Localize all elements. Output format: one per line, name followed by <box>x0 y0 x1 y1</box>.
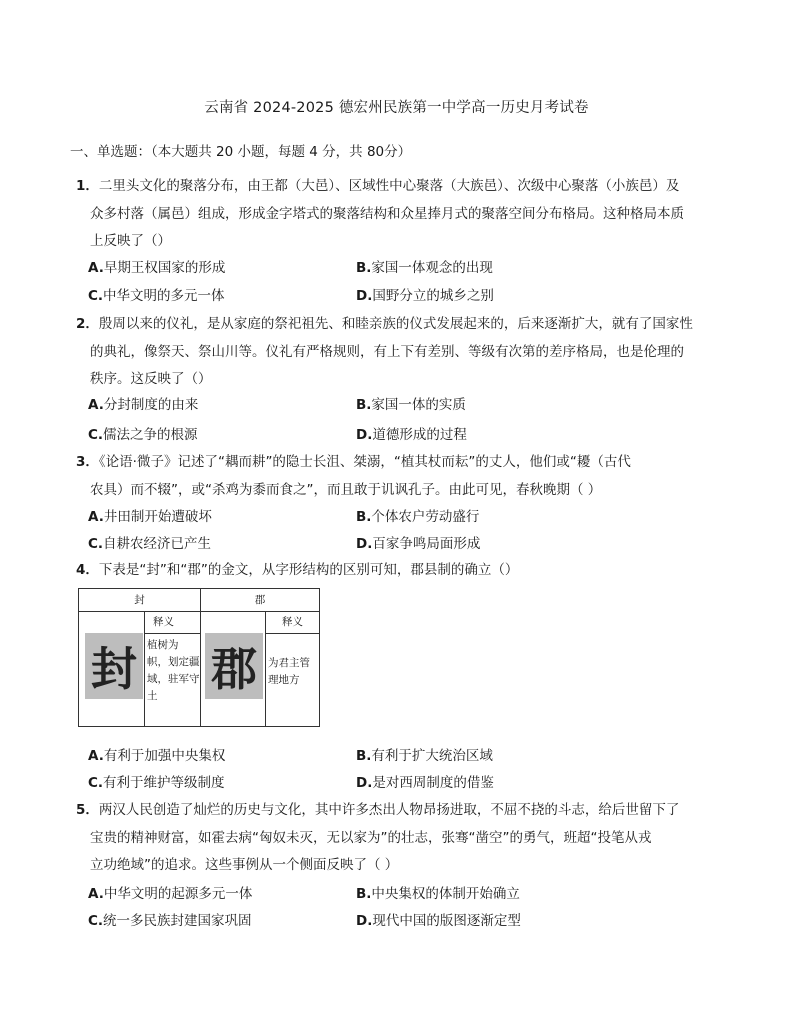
question-text-line: 下表是“封”和“郡”的金文，从字形结构的区别可知，郡县制的确立（） <box>98 562 519 578</box>
option-d[interactable]: D.百家争鸣局面形成 <box>356 536 481 552</box>
table-meaning-jun: 为君主管 理地方 <box>268 657 310 686</box>
option-d[interactable]: D.道德形成的过程 <box>356 427 467 443</box>
option-c[interactable]: C.统一多民族封建国家巩固 <box>88 913 252 929</box>
question-text-line: 《论语·微子》记述了“耦而耕”的隐士长沮、桀溺，“植其杖而耘”的丈人，他们或“耰（古代 <box>98 454 631 470</box>
question-1 <box>76 173 716 256</box>
question-text-line: 众多村落（属邑）组成，形成金字塔式的聚落结构和众星捧月式的聚落空间分布格局。这种格局本质 <box>90 205 684 222</box>
table-header-jun: 郡 <box>254 594 266 606</box>
question-5 <box>76 797 716 880</box>
option-b[interactable]: B.个体农户劳动盛行 <box>356 509 480 525</box>
option-a[interactable]: A.井田制开始遭破坏 <box>88 509 212 525</box>
question-text-line: 殷周以来的仪礼，是从家庭的祭祀祖先、和睦亲族的仪式发展起来的，后来逐渐扩大，就有了国家性 <box>98 316 693 332</box>
question-2 <box>76 311 716 394</box>
section-heading: 一、单选题：（本大题共 20 小题，每题 4 分，共 80分） <box>70 144 412 160</box>
question-text-line: 的典礼，像祭天、祭山川等。仪礼有严格规则，有上下有差别、等级有次第的差序格局，也是伦理的 <box>90 343 684 360</box>
question-text-line: 二里头文化的聚落分布，由王都（大邑）、区域性中心聚落（大族邑）、次级中心聚落（小族邑）及 <box>98 178 680 194</box>
option-b[interactable]: B.家国一体观念的出现 <box>356 260 493 276</box>
option-b[interactable]: B.中央集权的体制开始确立 <box>356 886 520 902</box>
question-text-line: 秩序。这反映了（） <box>90 371 212 387</box>
option-c[interactable]: C.儒法之争的根源 <box>88 427 198 443</box>
table-subheader-meaning: 释义 <box>282 616 303 628</box>
bronze-glyph-feng: 封 <box>85 633 143 699</box>
option-b[interactable]: B.有利于扩大统治区域 <box>356 748 493 764</box>
question-number: 5． <box>76 802 99 818</box>
question-text-line: 宝贵的精神财富，如霍去病“匈奴未灭，无以家为”的壮志，张骞“凿空”的勇气，班超“投笔从戎 <box>90 829 652 846</box>
table-header-feng: 封 <box>134 594 145 606</box>
glyph-comparison-table <box>78 588 320 727</box>
exam-title: 云南省 2024-2025 德宏州民族第一中学高一历史月考试卷 <box>204 100 589 116</box>
question-text-line: 农具）而不辍”，或“杀鸡为黍而食之”，而且敢于讥讽孔子。由此可见，春秋晚期（ ） <box>90 481 602 498</box>
question-number: 4． <box>76 562 99 578</box>
question-number: 2． <box>76 316 99 332</box>
table-divider <box>265 633 319 634</box>
table-subheader-meaning: 释义 <box>153 616 174 628</box>
option-d[interactable]: D.现代中国的版图逐渐定型 <box>356 913 521 929</box>
option-d[interactable]: D.是对西周制度的借鉴 <box>356 775 494 791</box>
option-a[interactable]: A.中华文明的起源多元一体 <box>88 886 253 902</box>
question-3 <box>76 449 716 504</box>
option-d[interactable]: D.国野分立的城乡之别 <box>356 288 494 304</box>
option-c[interactable]: C.自耕农经济已产生 <box>88 536 212 552</box>
question-text-line: 上反映了（） <box>90 233 171 249</box>
option-c[interactable]: C.有利于维护等级制度 <box>88 775 225 791</box>
option-a[interactable]: A.早期王权国家的形成 <box>88 260 226 276</box>
question-4 <box>76 557 716 585</box>
option-a[interactable]: A.分封制度的由来 <box>88 397 199 413</box>
bronze-glyph-jun: 郡 <box>205 633 263 699</box>
option-a[interactable]: A.有利于加强中央集权 <box>88 748 226 764</box>
table-meaning-feng: 植树为 帜，划定疆 域，驻军守 土 <box>147 639 200 702</box>
question-number: 1． <box>76 178 99 194</box>
question-text-line: 两汉人民创造了灿烂的历史与文化，其中许多杰出人物昂扬进取，不屈不挠的斗志，给后世留下了 <box>98 802 680 818</box>
option-c[interactable]: C.中华文明的多元一体 <box>88 288 225 304</box>
table-divider <box>144 633 200 634</box>
option-b[interactable]: B.家国一体的实质 <box>356 397 466 413</box>
question-text-line: 立功绝域”的追求。这些事例从一个侧面反映了（ ） <box>90 857 399 873</box>
question-number: 3． <box>76 454 99 470</box>
